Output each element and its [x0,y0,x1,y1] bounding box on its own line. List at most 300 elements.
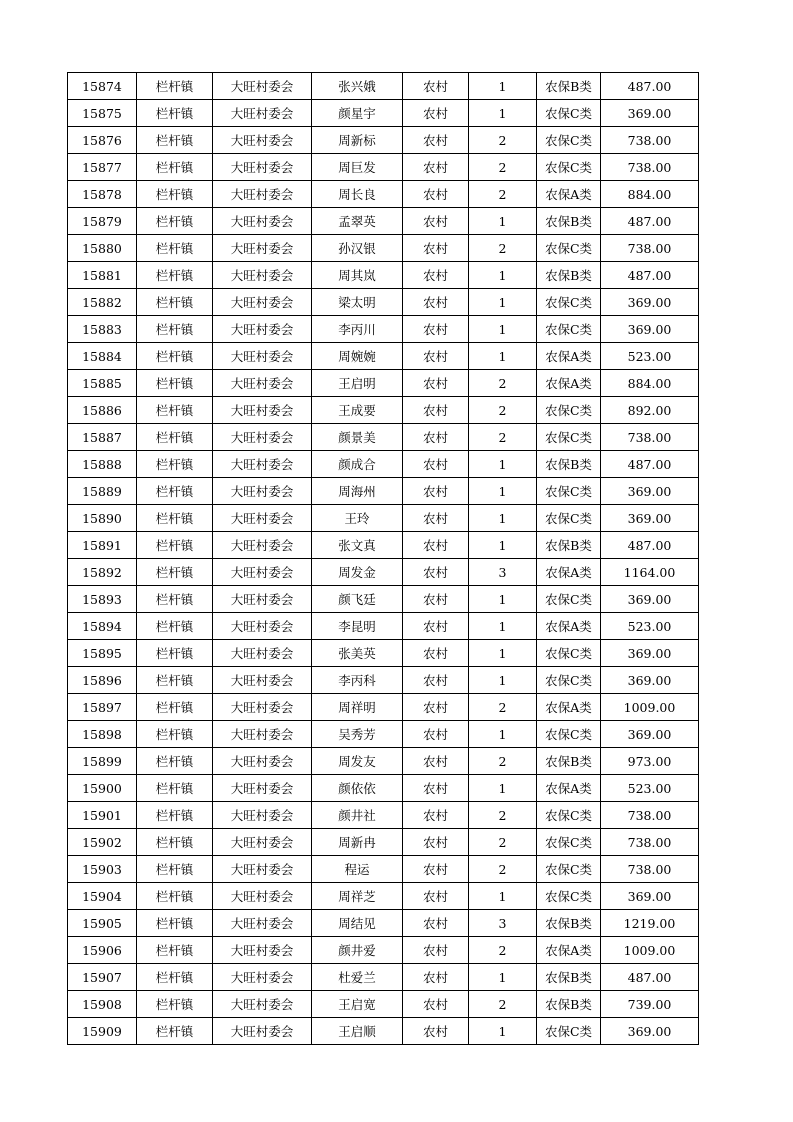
table-row [68,316,699,343]
member-count-cell: 1 [469,883,537,910]
name-cell: 周祥芝 [312,883,403,910]
table-row [68,73,699,100]
record-id-cell: 15902 [68,829,137,856]
category-cell: 农保A类 [537,937,601,964]
town-cell: 栏杆镇 [137,262,213,289]
amount-cell: 487.00 [601,262,699,289]
town-cell: 栏杆镇 [137,640,213,667]
member-count-cell: 2 [469,829,537,856]
member-count-cell: 1 [469,289,537,316]
table-row [68,505,699,532]
town-cell: 栏杆镇 [137,316,213,343]
village-committee-cell: 大旺村委会 [213,586,312,613]
name-cell: 杜爱兰 [312,964,403,991]
household-type-cell: 农村 [403,208,469,235]
amount-cell: 487.00 [601,964,699,991]
village-committee-cell: 大旺村委会 [213,478,312,505]
name-cell: 周婉婉 [312,343,403,370]
category-cell: 农保A类 [537,694,601,721]
member-count-cell: 2 [469,856,537,883]
town-cell: 栏杆镇 [137,586,213,613]
category-cell: 农保C类 [537,802,601,829]
table-row [68,1018,699,1045]
member-count-cell: 2 [469,991,537,1018]
table-row [68,586,699,613]
town-cell: 栏杆镇 [137,883,213,910]
name-cell: 周海州 [312,478,403,505]
member-count-cell: 2 [469,154,537,181]
household-type-cell: 农村 [403,748,469,775]
table-row [68,532,699,559]
household-type-cell: 农村 [403,721,469,748]
name-cell: 周祥明 [312,694,403,721]
town-cell: 栏杆镇 [137,478,213,505]
village-committee-cell: 大旺村委会 [213,73,312,100]
village-committee-cell: 大旺村委会 [213,748,312,775]
record-id-cell: 15896 [68,667,137,694]
household-type-cell: 农村 [403,316,469,343]
name-cell: 王玲 [312,505,403,532]
name-cell: 张美英 [312,640,403,667]
name-cell: 周其岚 [312,262,403,289]
table-row [68,181,699,208]
record-id-cell: 15884 [68,343,137,370]
household-type-cell: 农村 [403,235,469,262]
amount-cell: 1009.00 [601,694,699,721]
village-committee-cell: 大旺村委会 [213,289,312,316]
record-id-cell: 15876 [68,127,137,154]
amount-cell: 892.00 [601,397,699,424]
name-cell: 李丙川 [312,316,403,343]
town-cell: 栏杆镇 [137,235,213,262]
household-type-cell: 农村 [403,424,469,451]
town-cell: 栏杆镇 [137,154,213,181]
household-type-cell: 农村 [403,100,469,127]
table-row [68,559,699,586]
category-cell: 农保C类 [537,478,601,505]
name-cell: 孟翠英 [312,208,403,235]
amount-cell: 738.00 [601,235,699,262]
amount-cell: 523.00 [601,343,699,370]
category-cell: 农保A类 [537,775,601,802]
member-count-cell: 1 [469,532,537,559]
member-count-cell: 1 [469,262,537,289]
amount-cell: 1219.00 [601,910,699,937]
category-cell: 农保C类 [537,640,601,667]
record-id-cell: 15883 [68,316,137,343]
household-type-cell: 农村 [403,667,469,694]
name-cell: 程运 [312,856,403,883]
category-cell: 农保C类 [537,424,601,451]
town-cell: 栏杆镇 [137,721,213,748]
village-committee-cell: 大旺村委会 [213,532,312,559]
record-id-cell: 15890 [68,505,137,532]
town-cell: 栏杆镇 [137,910,213,937]
category-cell: 农保C类 [537,235,601,262]
town-cell: 栏杆镇 [137,856,213,883]
record-id-cell: 15877 [68,154,137,181]
village-committee-cell: 大旺村委会 [213,991,312,1018]
table-row [68,991,699,1018]
member-count-cell: 1 [469,505,537,532]
category-cell: 农保B类 [537,262,601,289]
member-count-cell: 1 [469,208,537,235]
town-cell: 栏杆镇 [137,802,213,829]
category-cell: 农保C类 [537,883,601,910]
household-type-cell: 农村 [403,343,469,370]
table-row [68,451,699,478]
record-id-cell: 15879 [68,208,137,235]
town-cell: 栏杆镇 [137,667,213,694]
category-cell: 农保C类 [537,1018,601,1045]
household-type-cell: 农村 [403,262,469,289]
town-cell: 栏杆镇 [137,397,213,424]
member-count-cell: 1 [469,667,537,694]
village-committee-cell: 大旺村委会 [213,856,312,883]
name-cell: 周结见 [312,910,403,937]
village-committee-cell: 大旺村委会 [213,343,312,370]
member-count-cell: 2 [469,181,537,208]
household-type-cell: 农村 [403,775,469,802]
amount-cell: 369.00 [601,316,699,343]
amount-cell: 369.00 [601,721,699,748]
member-count-cell: 1 [469,100,537,127]
amount-cell: 973.00 [601,748,699,775]
table-row [68,910,699,937]
member-count-cell: 2 [469,748,537,775]
name-cell: 王启顺 [312,1018,403,1045]
record-id-cell: 15905 [68,910,137,937]
amount-cell: 738.00 [601,856,699,883]
record-id-cell: 15894 [68,613,137,640]
record-id-cell: 15893 [68,586,137,613]
record-id-cell: 15904 [68,883,137,910]
category-cell: 农保C类 [537,127,601,154]
town-cell: 栏杆镇 [137,181,213,208]
household-type-cell: 农村 [403,829,469,856]
town-cell: 栏杆镇 [137,100,213,127]
record-id-cell: 15901 [68,802,137,829]
category-cell: 农保B类 [537,964,601,991]
category-cell: 农保B类 [537,991,601,1018]
table-row [68,775,699,802]
record-id-cell: 15874 [68,73,137,100]
village-committee-cell: 大旺村委会 [213,829,312,856]
member-count-cell: 3 [469,910,537,937]
name-cell: 颜井爱 [312,937,403,964]
village-committee-cell: 大旺村委会 [213,235,312,262]
record-id-cell: 15895 [68,640,137,667]
town-cell: 栏杆镇 [137,505,213,532]
amount-cell: 884.00 [601,181,699,208]
village-committee-cell: 大旺村委会 [213,451,312,478]
category-cell: 农保B类 [537,532,601,559]
name-cell: 李昆明 [312,613,403,640]
member-count-cell: 2 [469,370,537,397]
category-cell: 农保C类 [537,505,601,532]
household-type-cell: 农村 [403,451,469,478]
village-committee-cell: 大旺村委会 [213,505,312,532]
member-count-cell: 1 [469,316,537,343]
town-cell: 栏杆镇 [137,829,213,856]
record-id-cell: 15908 [68,991,137,1018]
amount-cell: 369.00 [601,1018,699,1045]
member-count-cell: 1 [469,775,537,802]
name-cell: 周发友 [312,748,403,775]
household-type-cell: 农村 [403,883,469,910]
household-type-cell: 农村 [403,991,469,1018]
village-committee-cell: 大旺村委会 [213,316,312,343]
table-row [68,343,699,370]
household-type-cell: 农村 [403,532,469,559]
name-cell: 孙汉银 [312,235,403,262]
household-type-cell: 农村 [403,559,469,586]
table-row [68,883,699,910]
amount-cell: 369.00 [601,478,699,505]
name-cell: 颜飞廷 [312,586,403,613]
amount-cell: 369.00 [601,100,699,127]
member-count-cell: 2 [469,235,537,262]
amount-cell: 369.00 [601,586,699,613]
table-row [68,694,699,721]
record-id-cell: 15886 [68,397,137,424]
village-committee-cell: 大旺村委会 [213,208,312,235]
household-type-cell: 农村 [403,127,469,154]
village-committee-cell: 大旺村委会 [213,559,312,586]
village-committee-cell: 大旺村委会 [213,370,312,397]
town-cell: 栏杆镇 [137,748,213,775]
household-type-cell: 农村 [403,937,469,964]
member-count-cell: 1 [469,640,537,667]
category-cell: 农保B类 [537,73,601,100]
amount-cell: 487.00 [601,208,699,235]
category-cell: 农保C类 [537,316,601,343]
table-row [68,262,699,289]
amount-cell: 738.00 [601,154,699,181]
record-id-cell: 15909 [68,1018,137,1045]
village-committee-cell: 大旺村委会 [213,910,312,937]
category-cell: 农保A类 [537,370,601,397]
name-cell: 颜星宇 [312,100,403,127]
record-id-cell: 15900 [68,775,137,802]
table-row [68,640,699,667]
amount-cell: 369.00 [601,883,699,910]
name-cell: 吴秀芳 [312,721,403,748]
member-count-cell: 1 [469,73,537,100]
table-row [68,478,699,505]
category-cell: 农保C类 [537,289,601,316]
table-row [68,154,699,181]
amount-cell: 1164.00 [601,559,699,586]
category-cell: 农保B类 [537,748,601,775]
member-count-cell: 1 [469,964,537,991]
town-cell: 栏杆镇 [137,775,213,802]
member-count-cell: 2 [469,424,537,451]
amount-cell: 487.00 [601,532,699,559]
town-cell: 栏杆镇 [137,964,213,991]
member-count-cell: 1 [469,721,537,748]
member-count-cell: 2 [469,694,537,721]
table-row [68,748,699,775]
category-cell: 农保C类 [537,667,601,694]
amount-cell: 369.00 [601,505,699,532]
table-row [68,937,699,964]
table-row [68,721,699,748]
name-cell: 颜成合 [312,451,403,478]
amount-cell: 738.00 [601,127,699,154]
record-id-cell: 15897 [68,694,137,721]
household-type-cell: 农村 [403,370,469,397]
record-id-cell: 15885 [68,370,137,397]
name-cell: 王启宽 [312,991,403,1018]
category-cell: 农保A类 [537,181,601,208]
village-committee-cell: 大旺村委会 [213,667,312,694]
category-cell: 农保B类 [537,451,601,478]
category-cell: 农保C类 [537,154,601,181]
record-id-cell: 15888 [68,451,137,478]
town-cell: 栏杆镇 [137,532,213,559]
town-cell: 栏杆镇 [137,343,213,370]
category-cell: 农保A类 [537,613,601,640]
name-cell: 梁太明 [312,289,403,316]
category-cell: 农保C类 [537,829,601,856]
table-row [68,667,699,694]
table-row [68,613,699,640]
household-type-cell: 农村 [403,289,469,316]
household-type-cell: 农村 [403,505,469,532]
record-id-cell: 15878 [68,181,137,208]
name-cell: 张文真 [312,532,403,559]
category-cell: 农保C类 [537,721,601,748]
member-count-cell: 1 [469,586,537,613]
record-id-cell: 15891 [68,532,137,559]
village-committee-cell: 大旺村委会 [213,721,312,748]
household-type-cell: 农村 [403,397,469,424]
table-row [68,397,699,424]
village-committee-cell: 大旺村委会 [213,613,312,640]
category-cell: 农保B类 [537,910,601,937]
town-cell: 栏杆镇 [137,208,213,235]
household-type-cell: 农村 [403,802,469,829]
member-count-cell: 2 [469,802,537,829]
amount-cell: 369.00 [601,289,699,316]
amount-cell: 523.00 [601,613,699,640]
amount-cell: 487.00 [601,73,699,100]
name-cell: 王启明 [312,370,403,397]
amount-cell: 487.00 [601,451,699,478]
town-cell: 栏杆镇 [137,559,213,586]
amount-cell: 369.00 [601,667,699,694]
table-row [68,289,699,316]
household-type-cell: 农村 [403,478,469,505]
record-id-cell: 15903 [68,856,137,883]
village-committee-cell: 大旺村委会 [213,964,312,991]
village-committee-cell: 大旺村委会 [213,397,312,424]
household-type-cell: 农村 [403,694,469,721]
record-id-cell: 15875 [68,100,137,127]
name-cell: 颜井社 [312,802,403,829]
household-type-cell: 农村 [403,856,469,883]
household-type-cell: 农村 [403,640,469,667]
village-committee-cell: 大旺村委会 [213,694,312,721]
name-cell: 周发金 [312,559,403,586]
village-committee-cell: 大旺村委会 [213,802,312,829]
village-committee-cell: 大旺村委会 [213,262,312,289]
category-cell: 农保C类 [537,100,601,127]
category-cell: 农保A类 [537,343,601,370]
town-cell: 栏杆镇 [137,937,213,964]
town-cell: 栏杆镇 [137,694,213,721]
amount-cell: 1009.00 [601,937,699,964]
category-cell: 农保A类 [537,559,601,586]
village-committee-cell: 大旺村委会 [213,181,312,208]
name-cell: 周长良 [312,181,403,208]
record-id-cell: 15907 [68,964,137,991]
member-count-cell: 2 [469,397,537,424]
record-id-cell: 15889 [68,478,137,505]
member-count-cell: 1 [469,478,537,505]
amount-cell: 738.00 [601,802,699,829]
town-cell: 栏杆镇 [137,424,213,451]
table-body [68,73,699,1045]
village-committee-cell: 大旺村委会 [213,127,312,154]
town-cell: 栏杆镇 [137,1018,213,1045]
data-table [67,72,699,1045]
table-row [68,424,699,451]
member-count-cell: 1 [469,343,537,370]
household-type-cell: 农村 [403,181,469,208]
town-cell: 栏杆镇 [137,613,213,640]
record-id-cell: 15881 [68,262,137,289]
village-committee-cell: 大旺村委会 [213,154,312,181]
table-row [68,370,699,397]
amount-cell: 738.00 [601,829,699,856]
town-cell: 栏杆镇 [137,451,213,478]
member-count-cell: 2 [469,127,537,154]
name-cell: 王成要 [312,397,403,424]
record-id-cell: 15887 [68,424,137,451]
amount-cell: 369.00 [601,640,699,667]
name-cell: 颜依依 [312,775,403,802]
table-row [68,829,699,856]
name-cell: 周新冉 [312,829,403,856]
village-committee-cell: 大旺村委会 [213,883,312,910]
amount-cell: 884.00 [601,370,699,397]
member-count-cell: 1 [469,1018,537,1045]
category-cell: 农保C类 [537,856,601,883]
household-type-cell: 农村 [403,154,469,181]
name-cell: 张兴娥 [312,73,403,100]
town-cell: 栏杆镇 [137,991,213,1018]
record-id-cell: 15898 [68,721,137,748]
household-type-cell: 农村 [403,1018,469,1045]
amount-cell: 738.00 [601,424,699,451]
table-row [68,127,699,154]
record-id-cell: 15880 [68,235,137,262]
category-cell: 农保B类 [537,208,601,235]
record-id-cell: 15882 [68,289,137,316]
amount-cell: 739.00 [601,991,699,1018]
village-committee-cell: 大旺村委会 [213,937,312,964]
town-cell: 栏杆镇 [137,289,213,316]
record-id-cell: 15892 [68,559,137,586]
town-cell: 栏杆镇 [137,127,213,154]
village-committee-cell: 大旺村委会 [213,100,312,127]
town-cell: 栏杆镇 [137,370,213,397]
name-cell: 周巨发 [312,154,403,181]
village-committee-cell: 大旺村委会 [213,1018,312,1045]
category-cell: 农保C类 [537,397,601,424]
